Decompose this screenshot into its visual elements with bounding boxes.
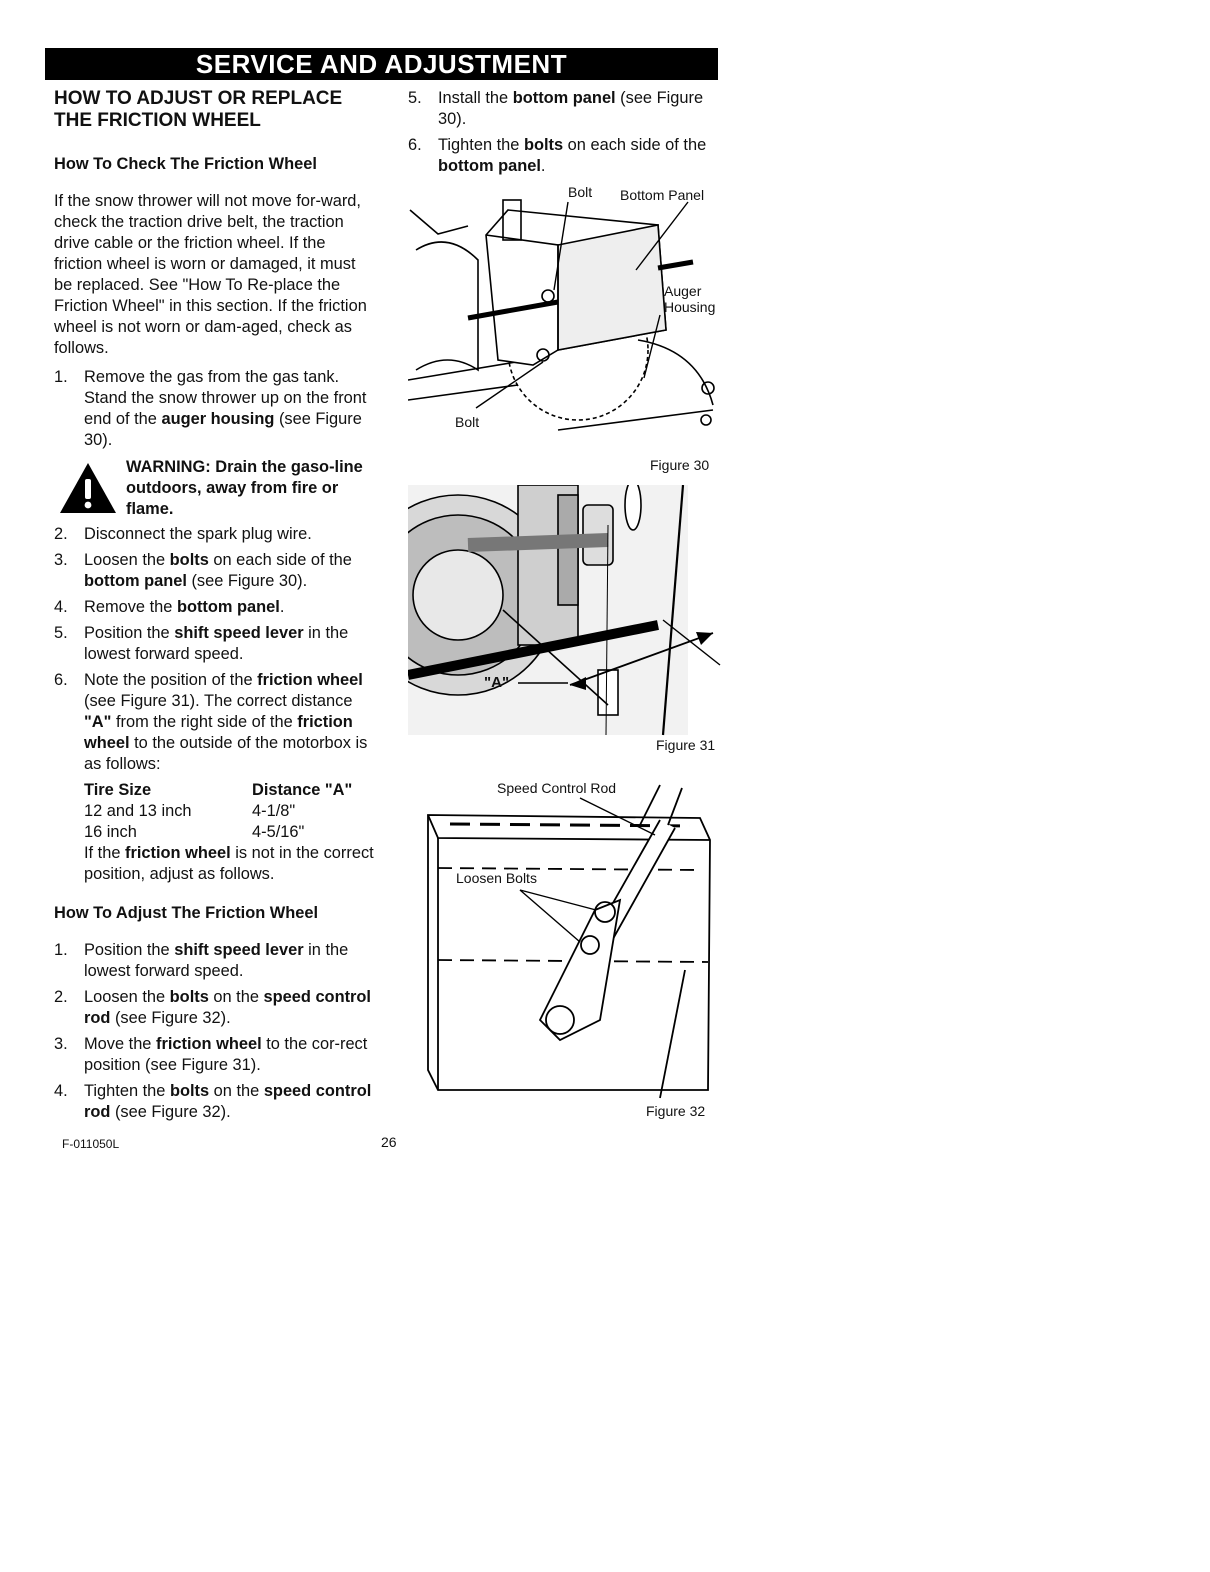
fig30-bolt-bottom-label: Bolt <box>455 414 480 430</box>
list-item: 6. Note the position of the friction wheel (see Figure 31). The correct distance "A" from the right side of the friction wheel to the outside of the motorbox is as follows: <box>54 671 368 773</box>
list-item: 5. Install the bottom panel (see Figure 30). <box>408 89 704 128</box>
list-item: 6. Tighten the bolts on each side of the bottom panel. <box>408 136 707 175</box>
reassembly-steps <box>408 88 708 177</box>
fig31-caption: Figure 31 <box>656 737 716 753</box>
figure-30-illustration <box>408 190 723 445</box>
warning-block <box>54 457 376 520</box>
tire-distance-table <box>84 780 352 843</box>
warning-triangle-icon <box>58 461 118 515</box>
adjust-steps <box>54 940 376 1123</box>
table-row: 16 inch 4-5/16" <box>84 823 305 841</box>
position-note: If the friction wheel is not in the correct position, adjust as follows. <box>84 844 374 883</box>
left-column <box>54 88 376 1128</box>
figure-32-illustration <box>420 780 720 1100</box>
section-banner: SERVICE AND ADJUSTMENT <box>45 48 718 80</box>
fig32-loosen-bolts-label: Loosen Bolts <box>456 870 537 886</box>
section-title: HOW TO ADJUST OR REPLACE THE FRICTION WHEEL <box>54 88 343 131</box>
check-steps <box>54 367 376 451</box>
fig32-caption: Figure 32 <box>646 1103 706 1119</box>
list-item: 2. Disconnect the spark plug wire. <box>54 525 312 543</box>
fig32-speed-control-rod-label: Speed Control Rod <box>497 780 617 796</box>
check-intro: If the snow thrower will not move for-ward, check the traction drive belt, the traction drive cable or the friction wheel. If the friction wheel is worn or damaged, it must be replaced. See "How To Re-place the Friction Wheel" in this section. If the friction wheel is not worn or dam-aged, check as follows. <box>54 192 367 357</box>
list-item: 1. Remove the gas from the gas tank. Stand the snow thrower up on the front end of the auger housing (see Figure 30). <box>54 368 367 449</box>
fig30-caption: Figure 30 <box>650 457 710 473</box>
adjust-heading: How To Adjust The Friction Wheel <box>54 904 319 922</box>
table-header-row <box>84 780 352 801</box>
check-steps-cont <box>54 524 376 775</box>
fig30-bottom-panel-label: Bottom Panel <box>620 187 705 203</box>
check-heading: How To Check The Friction Wheel <box>54 155 317 173</box>
list-item: 3. Move the friction wheel to the cor-rect position (see Figure 31). <box>54 1035 368 1074</box>
fig30-auger-label: Auger <box>664 283 702 299</box>
figure-31-illustration <box>408 485 723 745</box>
fig30-bolt-top-label: Bolt <box>568 184 593 200</box>
list-item: 5. Position the shift speed lever in the lowest forward speed. <box>54 624 349 663</box>
right-column <box>408 88 708 182</box>
list-item: 1. Position the shift speed lever in the lowest forward speed. <box>54 941 349 980</box>
fig31-distance-a-label: "A" <box>484 674 510 691</box>
warning-text: WARNING: Drain the gaso-line outdoors, away from fire or flame. <box>126 458 363 518</box>
list-item: 4. Tighten the bolts on the speed control rod (see Figure 32). <box>54 1082 372 1121</box>
distance-header: Distance "A" <box>252 781 353 799</box>
table-row: 12 and 13 inch 4-1/8" <box>84 802 296 820</box>
list-item: 3. Loosen the bolts on each side of the bottom panel (see Figure 30). <box>54 551 352 590</box>
tire-size-header: Tire Size <box>84 781 152 799</box>
page-number: 26 <box>381 1134 397 1150</box>
list-item: 2. Loosen the bolts on the speed control rod (see Figure 32). <box>54 988 371 1027</box>
list-item: 4. Remove the bottom panel. <box>54 598 285 616</box>
fig30-housing-label: Housing <box>664 299 716 315</box>
document-code: F-011050L <box>62 1137 120 1151</box>
